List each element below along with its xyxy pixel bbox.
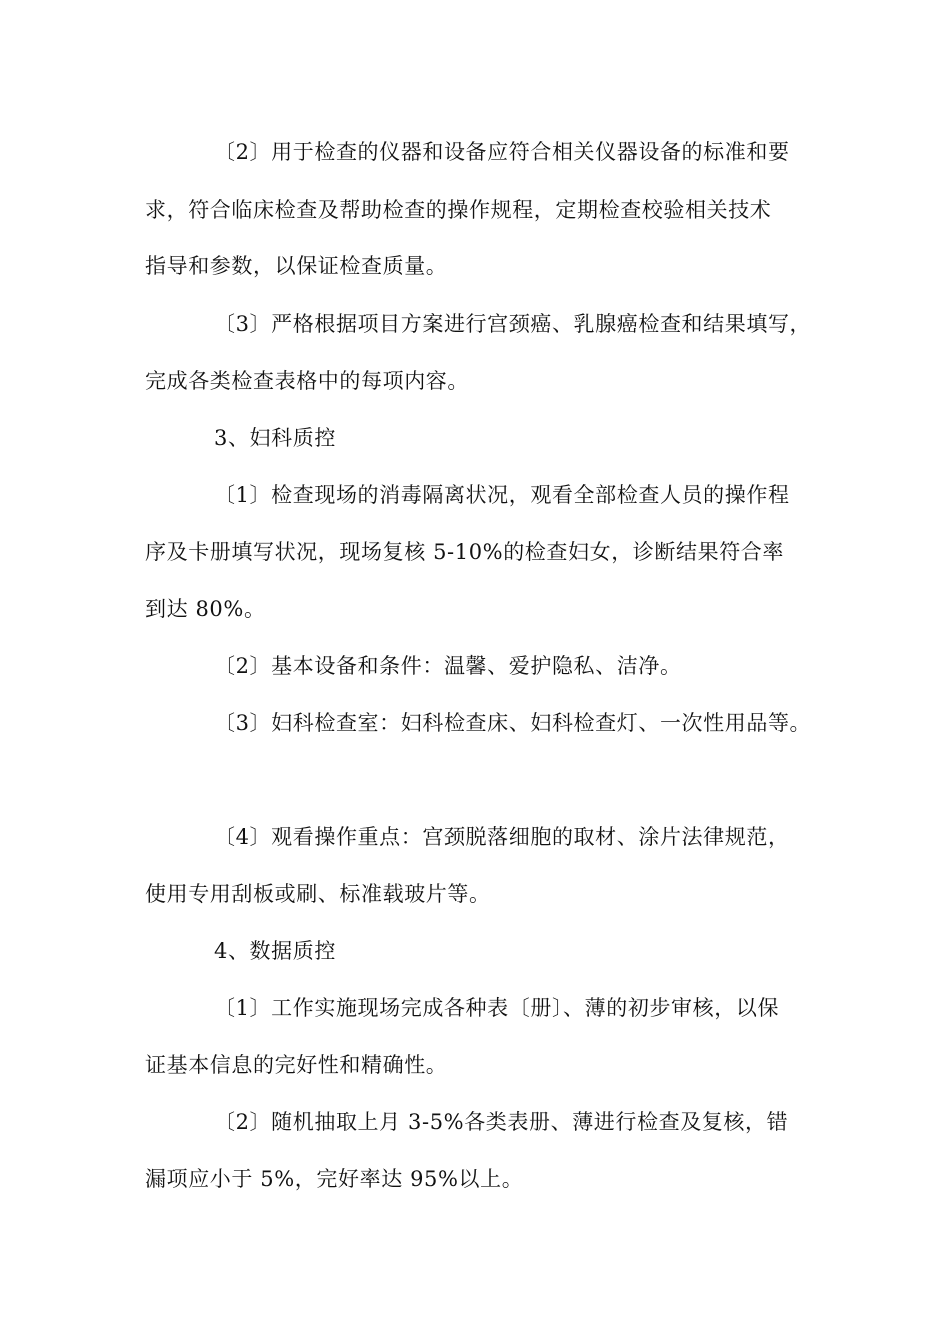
paragraph-line: 〔1〕检查现场的消毒隔离状况，观看全部检查人员的操作程 xyxy=(214,483,790,507)
paragraph-line: 使用专用刮板或刷、标准载玻片等。 xyxy=(145,882,491,906)
paragraph-line: 〔2〕随机抽取上月 3-5%各类表册、薄进行检查及复核，错 xyxy=(214,1110,789,1134)
paragraph-line: 〔3〕妇科检查室：妇科检查床、妇科检查灯、一次性用品等。 xyxy=(214,711,812,735)
section-heading: 4、数据质控 xyxy=(214,939,336,963)
paragraph-line: 〔4〕观看操作重点：宫颈脱落细胞的取材、涂片法律规范， xyxy=(214,825,790,849)
paragraph-line: 漏项应小于 5%，完好率达 95%以上。 xyxy=(145,1167,524,1191)
paragraph-line: 〔3〕严格根据项目方案进行宫颈癌、乳腺癌检查和结果填写， xyxy=(214,312,812,336)
section-heading: 3、妇科质控 xyxy=(214,426,336,450)
paragraph-line: 求，符合临床检查及帮助检查的操作规程，定期检查校验相关技术 xyxy=(145,198,772,222)
paragraph-line: 指导和参数，以保证检查质量。 xyxy=(145,254,448,278)
paragraph-line: 序及卡册填写状况，现场复核 5-10%的检查妇女，诊断结果符合率 xyxy=(145,540,785,564)
paragraph-line: 〔2〕用于检查的仪器和设备应符合相关仪器设备的标准和要 xyxy=(214,140,790,164)
paragraph-line: 〔1〕工作实施现场完成各种表〔册〕、薄的初步审核，以保 xyxy=(214,996,780,1020)
paragraph-line: 完成各类检查表格中的每项内容。 xyxy=(145,369,469,393)
paragraph-line: 〔2〕基本设备和条件：温馨、爱护隐私、洁净。 xyxy=(214,654,682,678)
paragraph-line: 证基本信息的完好性和精确性。 xyxy=(145,1053,448,1077)
paragraph-line: 到达 80%。 xyxy=(145,597,266,621)
